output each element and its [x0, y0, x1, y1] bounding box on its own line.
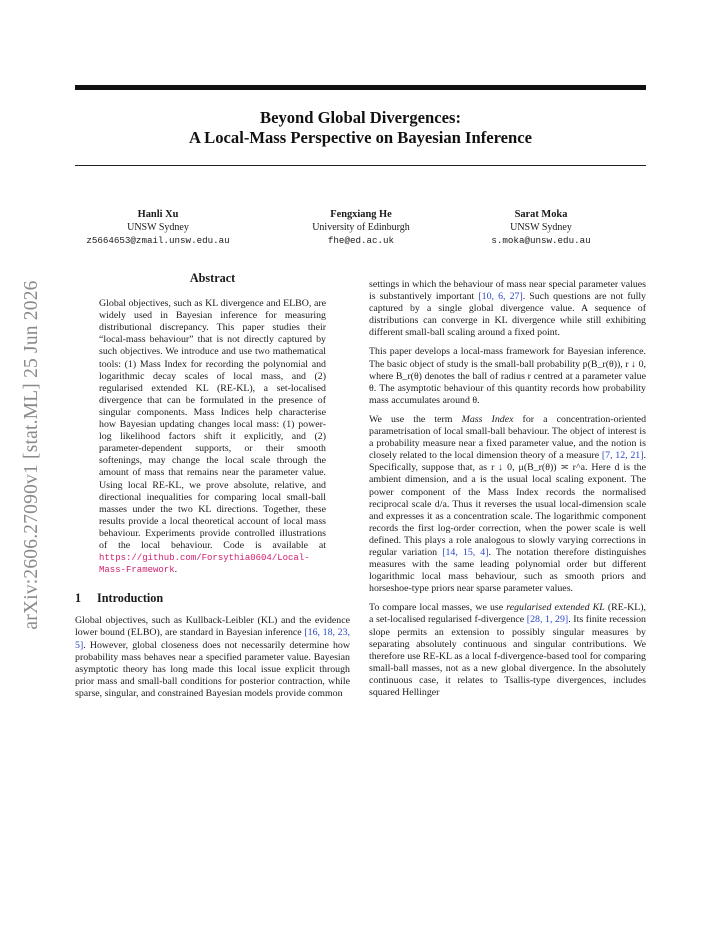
abstract-end: .: [174, 564, 178, 576]
author-email[interactable]: fhe@ed.ac.uk: [327, 235, 395, 246]
section-heading-introduction: [75, 592, 350, 604]
section-title: Introduction: [97, 591, 164, 606]
intro-paragraph-4: [369, 414, 646, 595]
paper-title: [75, 108, 646, 148]
arxiv-identifier: [14, 260, 50, 650]
title-bottom-rule: [75, 165, 646, 166]
citation-link[interactable]: [16, 18, 23, 5]: [75, 627, 350, 651]
author-affiliation: UNSW Sydney: [510, 222, 572, 233]
paragraph-text: for a concentration-oriented parametrisation of local small-ball behaviour. The object of interest is a probability measure near a fixed parameter value, and the notion is closely related to the local dimension theory of a measure: [369, 413, 647, 462]
intro-paragraph-3: This paper develops a local-mass framework for Bayesian inference. The basic object of study is the small-ball probability p(B_r(θ)), r ↓ 0, where B_r(θ) denotes the ball of radius r centred at a parameter value θ. The asymptotic behaviour of this quantity records how probability mass accumulates around θ.: [369, 346, 646, 406]
title-line-1: Beyond Global Divergences:: [260, 108, 461, 127]
paragraph-text: To compare local masses, we use: [369, 602, 507, 614]
paragraph-text: We use the term: [369, 413, 462, 425]
author-name: Sarat Moka: [514, 209, 568, 220]
abstract-body: [99, 298, 326, 576]
abstract-heading: Abstract: [189, 271, 236, 285]
paragraph-text: settings in which the behaviour of mass near special parameter values is substantively important: [369, 279, 646, 303]
paragraph-text: Global objectives, such as Kullback-Leibler (KL) and the evidence lower bound (ELBO), are standard in Bayesian inference: [75, 615, 350, 639]
paragraph-text: . Such questions are not fully captured by a single global divergence value. A sequence of distributions can converge in KL divergence while still exhibiting different small-ball scaling around a fixed point.: [369, 291, 646, 339]
citation-link[interactable]: [7, 12, 21]: [601, 450, 644, 462]
paragraph-text: . However, global closeness does not necessarily determine how probability mass behaves near a specified parameter value. Bayesian asymptotic theory has long made this local issue explicit through prior mass and small-ball conditions for posterior contraction, while sparse, singular, and constrained Bayesian models provide common: [75, 639, 350, 699]
author-name: Fengxiang He: [330, 209, 392, 220]
term-re-kl: regularised extended KL: [506, 602, 605, 614]
citation-link[interactable]: [28, 1, 29]: [526, 614, 569, 626]
title-line-2: A Local-Mass Perspective on Bayesian Inference: [188, 128, 533, 147]
citation-link[interactable]: [10, 6, 27]: [478, 291, 523, 303]
term-mass-index: Mass Index: [461, 413, 514, 425]
author-3: [441, 208, 641, 247]
author-name: Hanli Xu: [137, 209, 179, 220]
paragraph-text: . The notation therefore distinguishes measures with the same leading polynomial order but different logarithmic local mass behaviour, such as smooth priors and horseshoe-type priors near sparse parameter values.: [369, 546, 647, 595]
title-top-rule: [75, 85, 646, 90]
paragraph-text: (RE-KL), a set-localised regularised f-divergence: [369, 602, 646, 626]
author-2: [261, 208, 461, 247]
intro-paragraph-2: [369, 279, 646, 339]
author-1: [58, 208, 258, 247]
paragraph-text: . Specifically, suppose that, as r ↓ 0, μ(B_r(θ)) ≍ r^a. Here d is the ambient dimension, and a is the usual local scaling exponent. The power component of the Mass Index records the normalised reciprocal scale d/a. Thus it reverses the usual local-dimension scale and expresses it as a concentration scale. The logarithmic component records the first log-order correction, when the power scale is well defined. This plays a role analogous to slowly varying corrections in regular variation: [369, 450, 647, 558]
paragraph-text: . Its finite recession slope permits an extension to possibly singular measures by separating absolutely continuous and singular contributions. We therefore use RE-KL as a local f-divergence-based tool for comparing small-ball masses, not as a new global divergence. In the absolutely continuous case, it relates to Tsallis-type divergences, includes squared Hellinger: [369, 614, 646, 698]
left-column: [75, 272, 350, 707]
section-number: 1: [75, 591, 82, 606]
author-affiliation: University of Edinburgh: [312, 222, 410, 233]
intro-paragraph-5: [369, 602, 646, 699]
author-email[interactable]: z5664653@zmail.unsw.edu.au: [86, 235, 230, 246]
author-email[interactable]: s.moka@unsw.edu.au: [491, 235, 591, 246]
arxiv-identifier-text: arXiv:2606.27090v1 [stat.ML] 25 Jun 2026: [21, 280, 42, 630]
author-affiliation: UNSW Sydney: [127, 222, 189, 233]
right-column: [369, 279, 646, 706]
abstract-text: Global objectives, such as KL divergence and ELBO, are widely used in Bayesian inference for measuring distributional discrepancy. This paper studies their “local-mass behaviour” that is not directly captured by such objectives. We introduce and use two mathematical tools: (1) Mass Index for recording the polynomial and logarithmic decay scales of local mass, and (2) regularised extended KL (RE-KL), a set-localised divergence that can be formulated in the presence of singular components. Mass Indices help characterise how Bayesian updating changes local mass: (1) power-log likelihood factors shift it explicitly, and (2) parameter-dependent supports, or their smooth softenings, may change the local scale through the amount of mass that remains near the parameter value. Using local RE-KL, we prove absolute, relative, and directional inequalities for comparing local small-ball masses under the two KL directions. Together, these results provide a local theoretical account of local mass behaviour. Experiments provide controlled illustrations of the local behaviour. Code is available at: [99, 298, 326, 551]
code-link[interactable]: https://github.com/Forsythia0604/Local-Mass-Framework: [99, 553, 310, 576]
intro-paragraph-1: [75, 615, 350, 700]
citation-link[interactable]: [14, 15, 4]: [442, 546, 489, 558]
